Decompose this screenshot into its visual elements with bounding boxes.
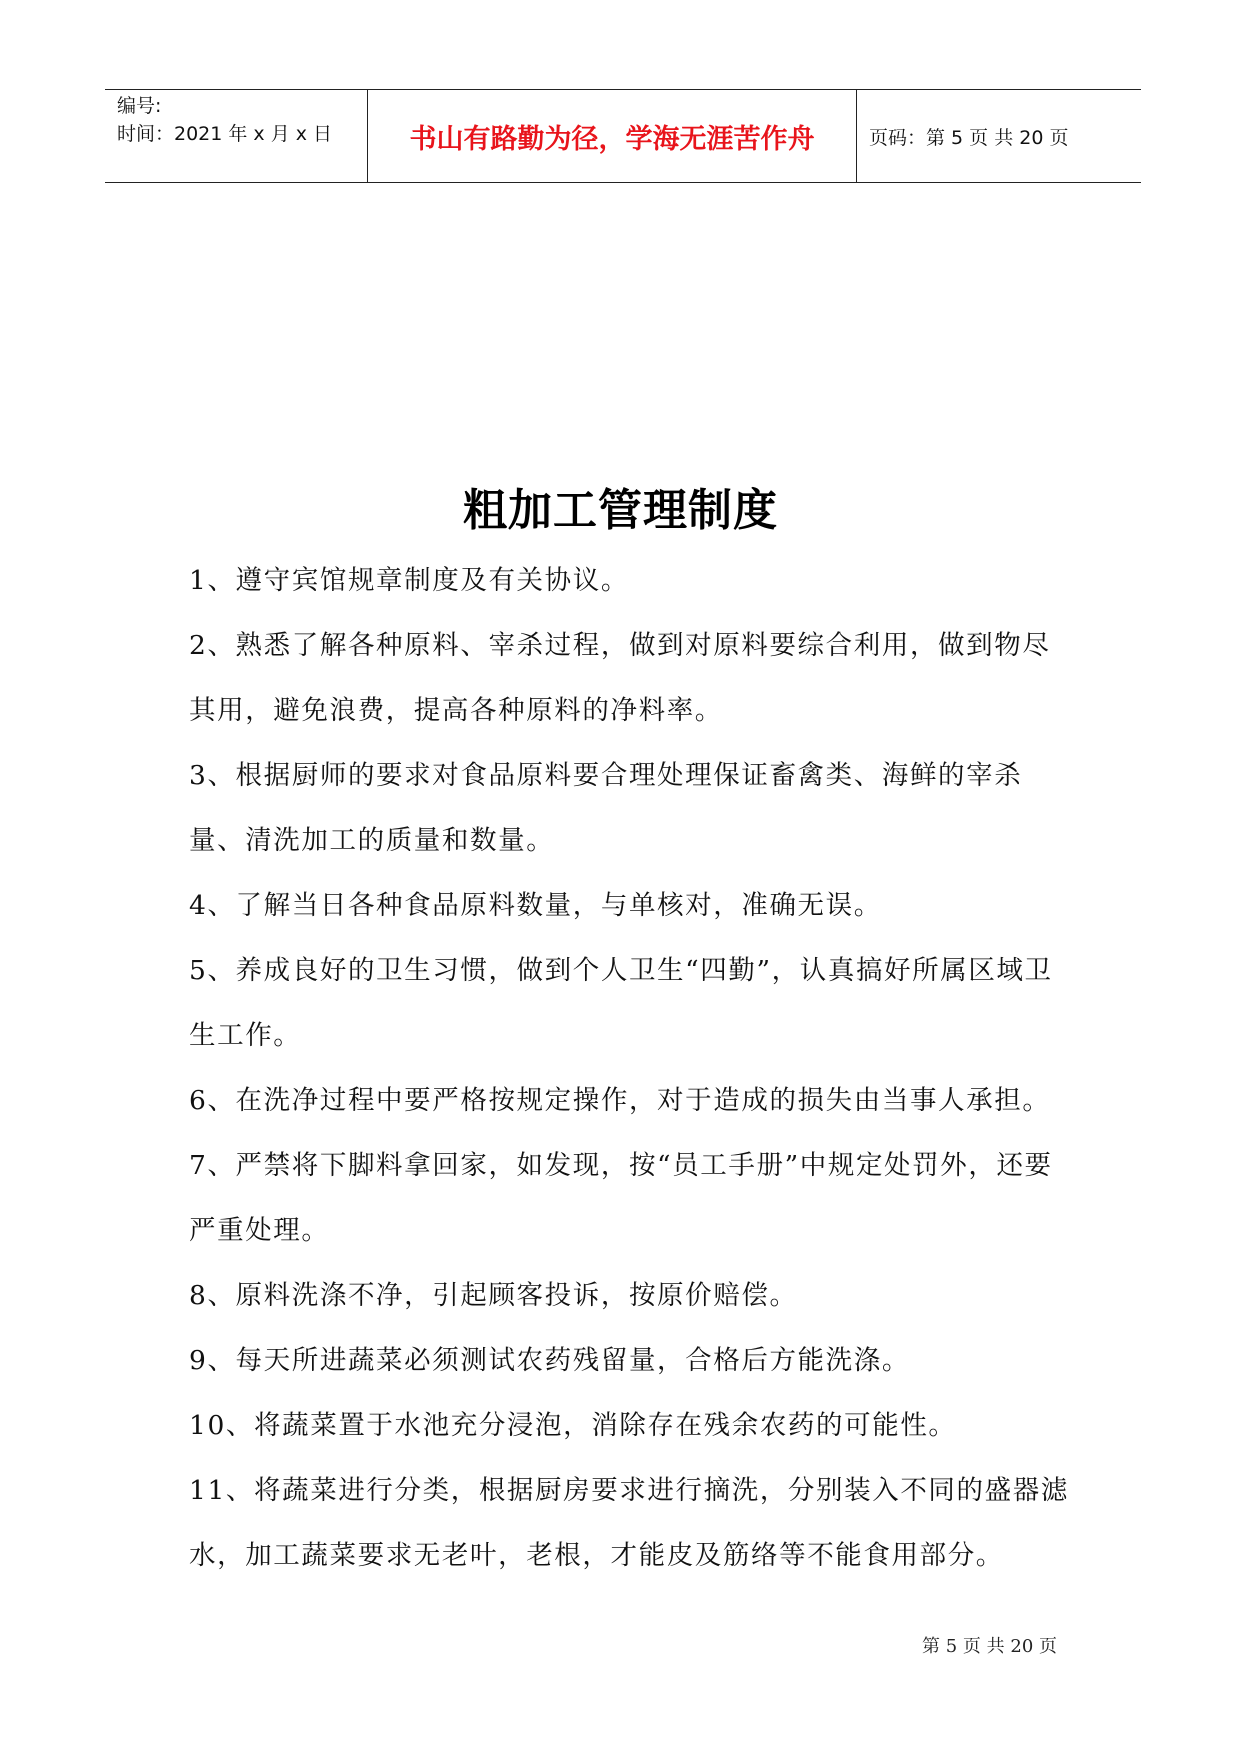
document-header [105,89,1141,183]
paragraph-2: 2、熟悉了解各种原料、宰杀过程，做到对原料要综合利用，做到物尽其用，避免浪费，提高各种原料的净料率。 [189,630,1051,726]
paragraph-7: 7、严禁将下脚料拿回家，如发现，按“员工手册”中规定处罚外，还要严重处理。 [189,1150,1053,1246]
paragraph-11: 11、将蔬菜进行分类，根据厨房要求进行摘洗，分别装入不同的盛器滤水，加工蔬菜要求无老叶，老根，才能皮及筋络等不能食用部分。 [189,1475,1069,1571]
paragraph-1: 1、遵守宾馆规章制度及有关协议。 [189,565,629,596]
paragraph-8: 8、原料洗涤不净，引起顾客投诉，按原价赔偿。 [189,1280,798,1311]
header-page-label: 页码：第 5 页 共 20 页 [869,126,1069,149]
document-number-label: 编号: [117,95,162,117]
document-title: 粗加工管理制度 [463,485,778,536]
paragraph-3: 3、根据厨师的要求对食品原料要合理处理保证畜禽类、海鲜的宰杀量、清洗加工的质量和数量。 [189,760,1023,856]
paragraph-4: 4、了解当日各种食品原料数量，与单核对，准确无误。 [189,890,882,921]
paragraph-6: 6、在洗净过程中要严格按规定操作，对于造成的损失由当事人承担。 [189,1085,1051,1116]
paragraph-9: 9、每天所进蔬菜必须测试农药残留量，合格后方能洗涤。 [189,1345,910,1376]
header-motto: 书山有路勤为径，学海无涯苦作舟 [368,90,857,182]
document-body [189,548,1069,1588]
document-time-label: 时间：2021 年 x 月 x 日 [117,123,333,145]
page-footer: 第 5 页 共 20 页 [922,1636,1057,1657]
paragraph-5: 5、养成良好的卫生习惯，做到个人卫生“四勤”，认真搞好所属区域卫生工作。 [189,955,1053,1051]
header-meta [105,90,368,182]
paragraph-10: 10、将蔬菜置于水池充分浸泡，消除存在残余农药的可能性。 [189,1410,957,1441]
